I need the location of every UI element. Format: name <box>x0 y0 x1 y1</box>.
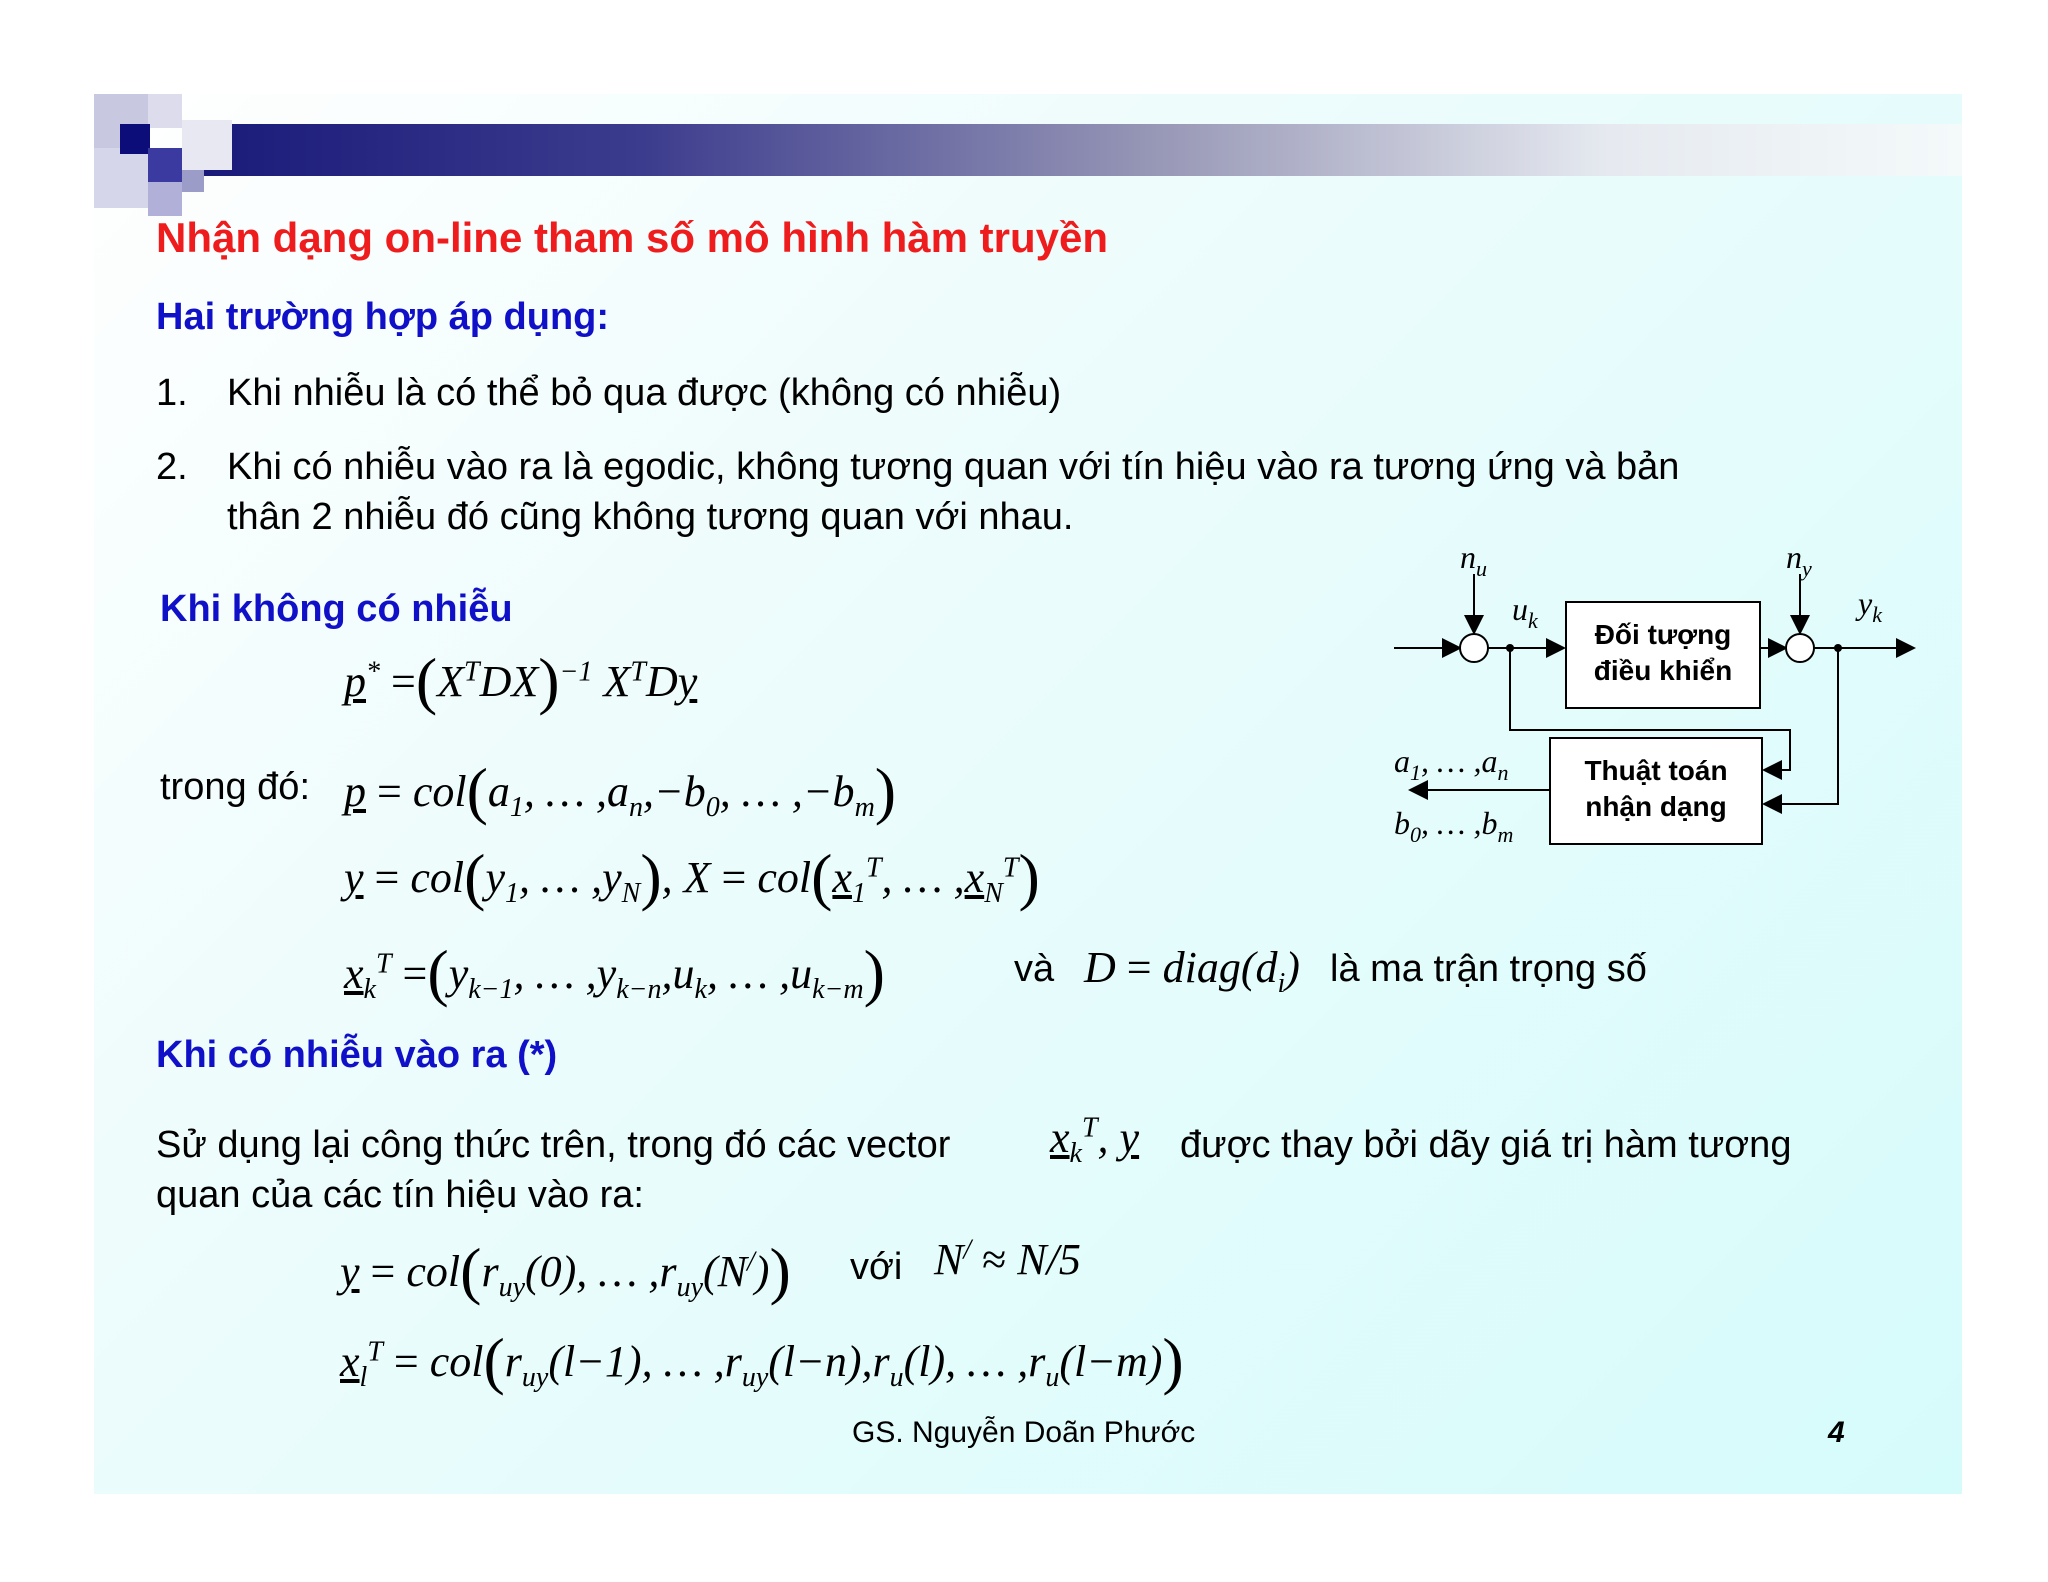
slide <box>94 94 1962 1494</box>
header-gradient-bar <box>204 124 1962 176</box>
params-a-label: $a_1$, … $,a_n$ <box>1394 743 1509 785</box>
block-diagram <box>1394 534 1934 874</box>
weight-matrix-text: là ma trận trọng số <box>1330 948 1647 990</box>
header-square <box>148 148 182 182</box>
formula-p-star: $p^* =(X^TDX)^{-1}$ $X^TDy$ <box>344 645 698 716</box>
uk-label: $u_k$ <box>1512 591 1538 633</box>
noise-ny-label: $n_y$ <box>1786 539 1812 581</box>
paragraph-text: quan của các tín hiệu vào ra: <box>156 1174 644 1216</box>
formula-xk: $x_k^T =(y_{k-1}$, … $,y_{k-n},u_k$, … $,u_{k-m}$) <box>344 937 885 1008</box>
formula-xl-correlation: $x_l^T = col(r_{uy}(l-1)$, … $,r_{uy}(l-n),r_u(l)$, … $,r_u(l-m)$) <box>340 1325 1184 1396</box>
header-square <box>94 148 148 208</box>
paragraph-text: Sử dụng lại công thức trên, trong đó các vector <box>156 1124 951 1166</box>
header-square <box>148 182 182 216</box>
formula-y-correlation: $y = col(r_{uy}(0)$, … $,r_{uy}(N^/)$) <box>340 1235 791 1306</box>
section-heading-with-noise: Khi có nhiễu vào ra (*) <box>156 1034 558 1076</box>
yk-feedback-line <box>1764 648 1838 804</box>
list-item-text: Khi nhiễu là có thể bỏ qua được (không có nhiễu) <box>227 372 1062 414</box>
list-item-number: 1. <box>156 372 188 414</box>
page-number: 4 <box>1828 1416 1845 1449</box>
list-item-text: thân 2 nhiễu đó cũng không tương quan với nhau. <box>227 496 1074 538</box>
params-b-label: $b_0$, … $,b_m$ <box>1394 805 1514 847</box>
plant-label: điều khiển <box>1593 655 1733 686</box>
section-heading-no-noise: Khi không có nhiễu <box>160 588 513 630</box>
formula-n-prime: N/ ≈ N/5 <box>934 1234 1081 1284</box>
list-item-number: 2. <box>156 446 188 488</box>
summing-junction-input <box>1460 634 1488 662</box>
algorithm-label: nhận dạng <box>1585 791 1727 822</box>
inline-vectors: $x_k^T$, y <box>1050 1112 1140 1169</box>
header-square <box>182 170 204 192</box>
formula-p-col: $p = col(a_1$, … $,a_n,-b_0$, … $,-b_m$) <box>344 755 897 826</box>
and-label: và <box>1014 948 1055 990</box>
yk-label: $y_k$ <box>1858 585 1882 627</box>
with-label: với <box>850 1246 903 1288</box>
header-square <box>120 124 150 154</box>
summing-junction-output <box>1786 634 1814 662</box>
plant-label: Đối tượng <box>1594 619 1732 650</box>
footer-author: GS. Nguyễn Doãn Phước <box>852 1416 1196 1449</box>
slide-title: Nhận dạng on-line tham số mô hình hàm truyền <box>156 214 1109 261</box>
algorithm-label: Thuật toán <box>1584 755 1728 786</box>
list-item-text: Khi có nhiễu vào ra là egodic, không tương quan với tín hiệu vào ra tương ứng và bản <box>227 446 1680 488</box>
header-square <box>182 120 232 170</box>
section-heading-cases: Hai trường hợp áp dụng: <box>156 296 610 338</box>
formula-d-diag: $D = diag(d_i)$ <box>1084 943 1300 999</box>
noise-nu-label: $n_u$ <box>1460 539 1487 581</box>
header-square <box>148 94 182 128</box>
paragraph-text: được thay bởi dãy giá trị hàm tương <box>1180 1124 1792 1166</box>
formula-y-x-col: $y = col(y_1$, … $,y_N$), $X = col(x_1^T$, … $,x_N^T$) <box>344 841 1040 912</box>
where-label: trong đó: <box>160 766 310 808</box>
